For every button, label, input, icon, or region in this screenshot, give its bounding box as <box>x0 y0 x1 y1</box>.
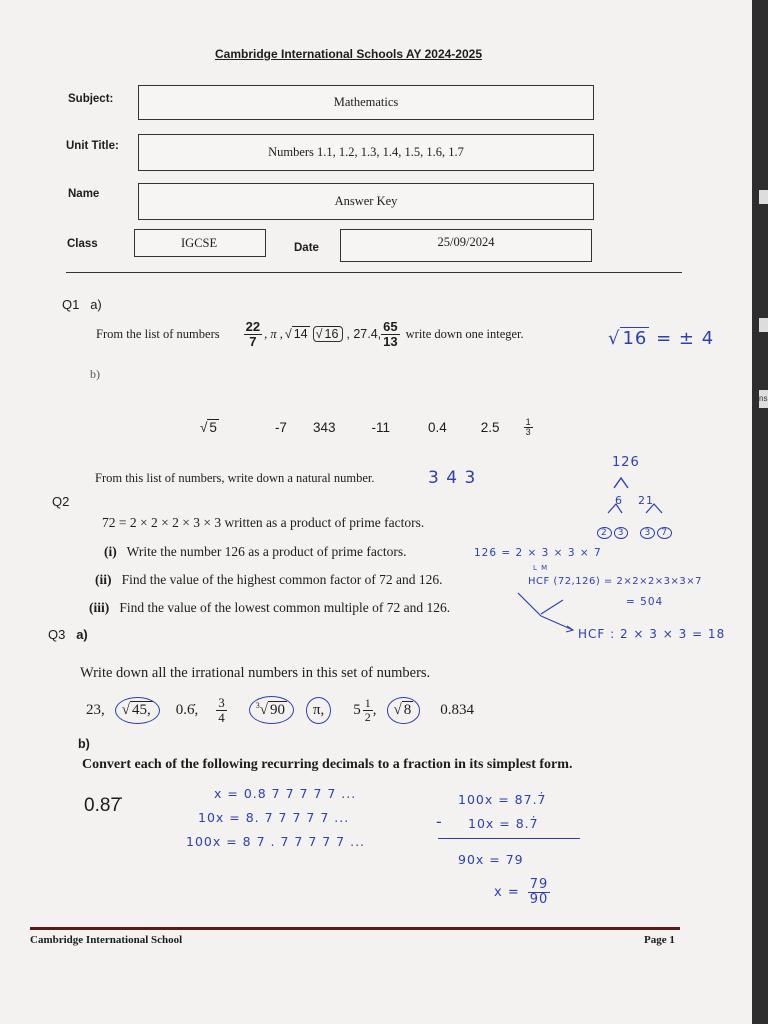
fraction-65-13 <box>381 320 399 348</box>
answer-arrows <box>515 588 585 634</box>
q3a-question: Write down all the irrational numbers in this set of numbers. <box>80 665 431 681</box>
footer-school: Cambridge International School <box>30 934 183 946</box>
mixed-number: 5 $\frac{1}{2}$ , <box>353 695 377 724</box>
q1-number: Q1 <box>62 297 80 312</box>
q3-label <box>48 627 88 642</box>
answer-fraction <box>528 878 551 906</box>
numerator: 3 <box>218 694 225 710</box>
q3b-question: Convert each of the following recurring decimals to a fraction in its simplest form. <box>82 757 573 772</box>
q2-part-iii <box>89 600 450 616</box>
denominator: 13 <box>383 333 398 349</box>
part-ii-text: Find the value of the highest common factor of 72 and 126. <box>121 572 443 587</box>
q2-part-ii <box>95 572 443 588</box>
working-left <box>186 782 365 854</box>
q3a-number-set <box>86 688 474 732</box>
item-0-834: 0.834 <box>440 701 475 718</box>
denominator: 3 <box>525 427 531 438</box>
pi-circled: π, <box>306 697 331 724</box>
subject-field <box>138 85 594 120</box>
work-right-3: 90x = 79 <box>458 852 524 867</box>
leaf-3b: 3 <box>640 527 655 539</box>
q1a-tail: write down one integer. <box>405 326 524 341</box>
date-value: 25/09/2024 <box>437 235 495 249</box>
numerator: 1 <box>525 417 531 427</box>
page-title: Cambridge International Schools AY 2024-2025 <box>215 47 482 61</box>
q3-part-a: a) <box>76 627 88 642</box>
radicand: 16 <box>324 327 339 342</box>
denominator: 90 <box>529 891 549 907</box>
work-line-3: 100x = 8 7 . 7 7 7 7 7 ... <box>186 834 366 849</box>
name-label: Name <box>68 188 100 200</box>
q2-answer-iii: HCF : 2 × 3 × 3 = 18 <box>578 627 726 641</box>
footer-page: Page 1 <box>644 934 675 946</box>
leaf-3: 3 <box>614 527 629 539</box>
sqrt-14: √ 14 <box>284 327 308 342</box>
fraction-3-4 <box>216 696 227 724</box>
unit-title-value: Numbers 1.1, 1.2, 1.3, 1.4, 1.5, 1.6, 1.7 <box>268 145 464 159</box>
numerator: 65 <box>383 319 398 334</box>
edge-tab-label: ns <box>759 394 768 403</box>
part-i-text: Write the number 126 as a product of prime factors. <box>126 544 407 559</box>
q1-part-b: b) <box>90 367 100 381</box>
part-i-label: (i) <box>104 544 117 559</box>
denominator: 7 <box>249 333 257 349</box>
q1b-answer: 3 4 3 <box>428 468 477 488</box>
item-minus-7: -7 <box>274 420 287 436</box>
q3-part-b: b) <box>78 737 90 751</box>
numerator: 22 <box>245 319 261 334</box>
class-field <box>134 229 266 257</box>
date-field <box>340 229 592 262</box>
sqrt-8-circled: √ 8 <box>387 697 421 724</box>
leaf-7: 7 <box>657 527 672 539</box>
numerator: 79 <box>529 877 549 892</box>
name-value: Answer Key <box>334 194 398 208</box>
part-iii-label: (iii) <box>89 600 110 615</box>
tree-leaves <box>597 527 672 539</box>
sqrt-16-boxed: √ 16 <box>313 326 344 342</box>
q1a-question <box>96 320 524 348</box>
q1a-answer: √ 16 = ± 4 <box>608 328 715 349</box>
working-right <box>458 788 547 872</box>
class-label: Class <box>67 238 98 250</box>
item-23: 23, <box>86 701 105 718</box>
sqrt-45-circled: √ 45, <box>115 697 160 724</box>
work-right-2: 10x = 8.7̇ <box>468 816 539 831</box>
q1-part-a: a) <box>90 297 102 312</box>
part-ii-label: (ii) <box>95 572 112 587</box>
header-rule <box>66 272 682 273</box>
x-equals: x = <box>494 884 520 900</box>
item-recurring-0-6: 0.6̇, <box>175 701 199 718</box>
leaf-2: 2 <box>597 527 612 539</box>
background-edge <box>752 0 768 1024</box>
radicand: 8 <box>403 701 412 718</box>
root-index: 3 <box>255 701 260 710</box>
item-minus-11: -11 <box>371 420 390 436</box>
sqrt-5: √ 5 <box>200 420 217 436</box>
tree-root: 126 <box>612 455 640 470</box>
unit-title-field <box>138 134 594 171</box>
mixed-fraction <box>363 697 373 723</box>
minus-sign: - <box>436 812 443 831</box>
work-right-1: 100x = 87.7̇ <box>458 792 547 807</box>
q2-answer-i: 126 = 2 × 3 × 3 × 7 <box>474 547 602 559</box>
class-value: IGCSE <box>181 235 218 250</box>
list-pi: , π , <box>264 326 283 341</box>
q1a-intro: From the list of numbers <box>96 326 220 341</box>
radicand: 45, <box>131 701 151 718</box>
lm-mark: L M <box>533 564 549 572</box>
q2-label: Q2 <box>52 494 70 509</box>
answer-radicand: 16 <box>622 328 648 349</box>
footer-rule <box>30 927 680 930</box>
q1b-number-list <box>200 418 533 438</box>
subject-value: Mathematics <box>333 95 399 109</box>
numerator: 1 <box>364 695 371 710</box>
edge-tab-3 <box>759 390 768 408</box>
tree-node-6: 6 <box>615 494 623 507</box>
radicand: 5 <box>209 420 217 436</box>
unit-title-label: Unit Title: <box>66 140 119 152</box>
mixed-whole: 5 <box>353 701 361 718</box>
q2-part-i <box>104 544 407 560</box>
q2-intro: 72 = 2 × 2 × 2 × 3 × 3 written as a product of prime factors. <box>102 515 425 530</box>
part-iii-text: Find the value of the lowest common multiple of 72 and 126. <box>119 600 451 615</box>
name-field <box>138 183 594 220</box>
radicand: 14 <box>293 327 308 342</box>
item-0-4: 0.4 <box>428 420 447 436</box>
subtraction-line <box>438 838 580 839</box>
cbrt-90-circled: $^3$√ 90 <box>249 696 294 724</box>
q3-number: Q3 <box>48 627 66 642</box>
edge-tab-2 <box>759 318 768 332</box>
q2-answer-ii: HCF (72,126) = 2×2×2×3×3×7 <box>528 576 703 587</box>
q2-answer-ii-result: = 504 <box>626 596 664 608</box>
item-343: 343 <box>312 420 336 436</box>
work-line-1: x = 0.8 7 7 7 7 7 ... <box>214 786 357 801</box>
edge-tab-1 <box>759 190 768 204</box>
denominator: 2 <box>364 709 371 724</box>
final-answer <box>494 878 550 906</box>
q1-label <box>62 297 102 312</box>
subject-label: Subject: <box>68 93 114 105</box>
fraction-22-7 <box>244 320 262 348</box>
tree-node-21: 21 <box>638 494 654 507</box>
radicand: 90 <box>269 702 285 718</box>
list-end: , 27.4, <box>346 327 382 342</box>
item-2-5: 2.5 <box>480 420 500 436</box>
work-line-2: 10x = 8. 7 7 7 7 7 ... <box>198 810 350 825</box>
date-label: Date <box>294 242 319 254</box>
denominator: 4 <box>218 709 225 725</box>
fraction-1-3 <box>524 418 533 438</box>
q1b-question: From this list of numbers, write down a natural number. <box>95 471 375 485</box>
recurring-decimal: 0.87̇ <box>84 795 121 816</box>
answer-rest: = ± 4 <box>656 328 715 349</box>
